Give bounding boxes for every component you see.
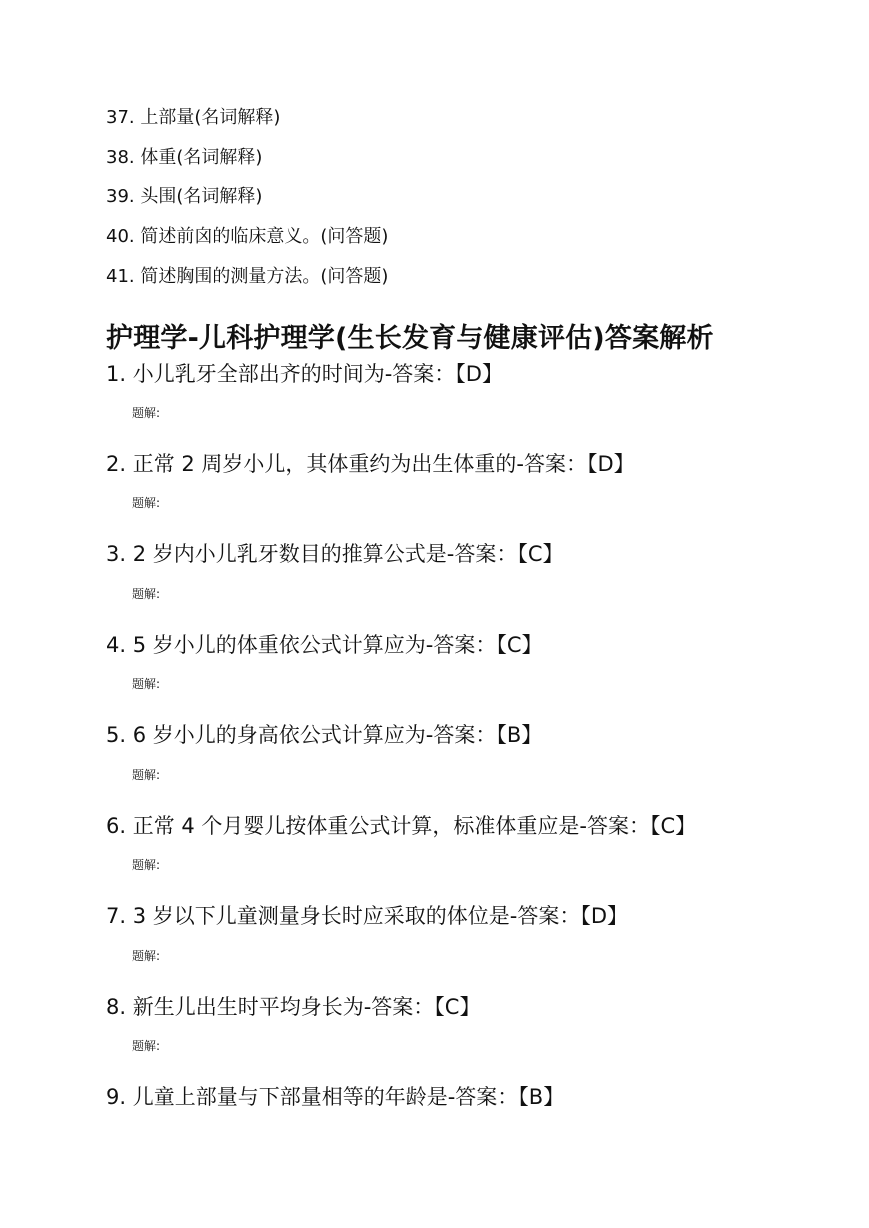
question-item-38: 38. 体重(名词解释) [106, 147, 263, 168]
explain-label-5: 题解: [132, 768, 161, 782]
answer-item-1: 1. 小儿乳牙全部出齐的时间为-答案：【D】 [106, 362, 503, 386]
answer-item-4: 4. 5 岁小儿的体重依公式计算应为-答案：【C】 [106, 633, 543, 657]
explain-label-3: 题解: [132, 587, 161, 601]
answer-item-5: 5. 6 岁小儿的身高依公式计算应为-答案：【B】 [106, 723, 543, 747]
question-item-41: 41. 简述胸围的测量方法。(问答题) [106, 266, 389, 287]
explain-label-1: 题解: [132, 406, 161, 420]
answer-item-8: 8. 新生儿出生时平均身长为-答案：【C】 [106, 995, 481, 1019]
question-item-37: 37. 上部量(名词解释) [106, 107, 281, 128]
question-item-39: 39. 头围(名词解释) [106, 186, 263, 207]
answer-item-3: 3. 2 岁内小儿乳牙数目的推算公式是-答案：【C】 [106, 542, 564, 566]
answer-item-2: 2. 正常 2 周岁小儿，其体重约为出生体重的-答案：【D】 [106, 452, 635, 476]
answer-item-6: 6. 正常 4 个月婴儿按体重公式计算，标准体重应是-答案：【C】 [106, 814, 697, 838]
answer-item-7: 7. 3 岁以下儿童测量身长时应采取的体位是-答案：【D】 [106, 904, 628, 928]
explain-label-4: 题解: [132, 677, 161, 691]
explain-label-8: 题解: [132, 1039, 161, 1053]
explain-label-7: 题解: [132, 949, 161, 963]
explain-label-6: 题解: [132, 858, 161, 872]
section-title: 护理学-儿科护理学(生长发育与健康评估)答案解析 [106, 323, 714, 354]
answer-item-9: 9. 儿童上部量与下部量相等的年龄是-答案：【B】 [106, 1085, 565, 1109]
question-item-40: 40. 简述前囟的临床意义。(问答题) [106, 226, 389, 247]
explain-label-2: 题解: [132, 496, 161, 510]
